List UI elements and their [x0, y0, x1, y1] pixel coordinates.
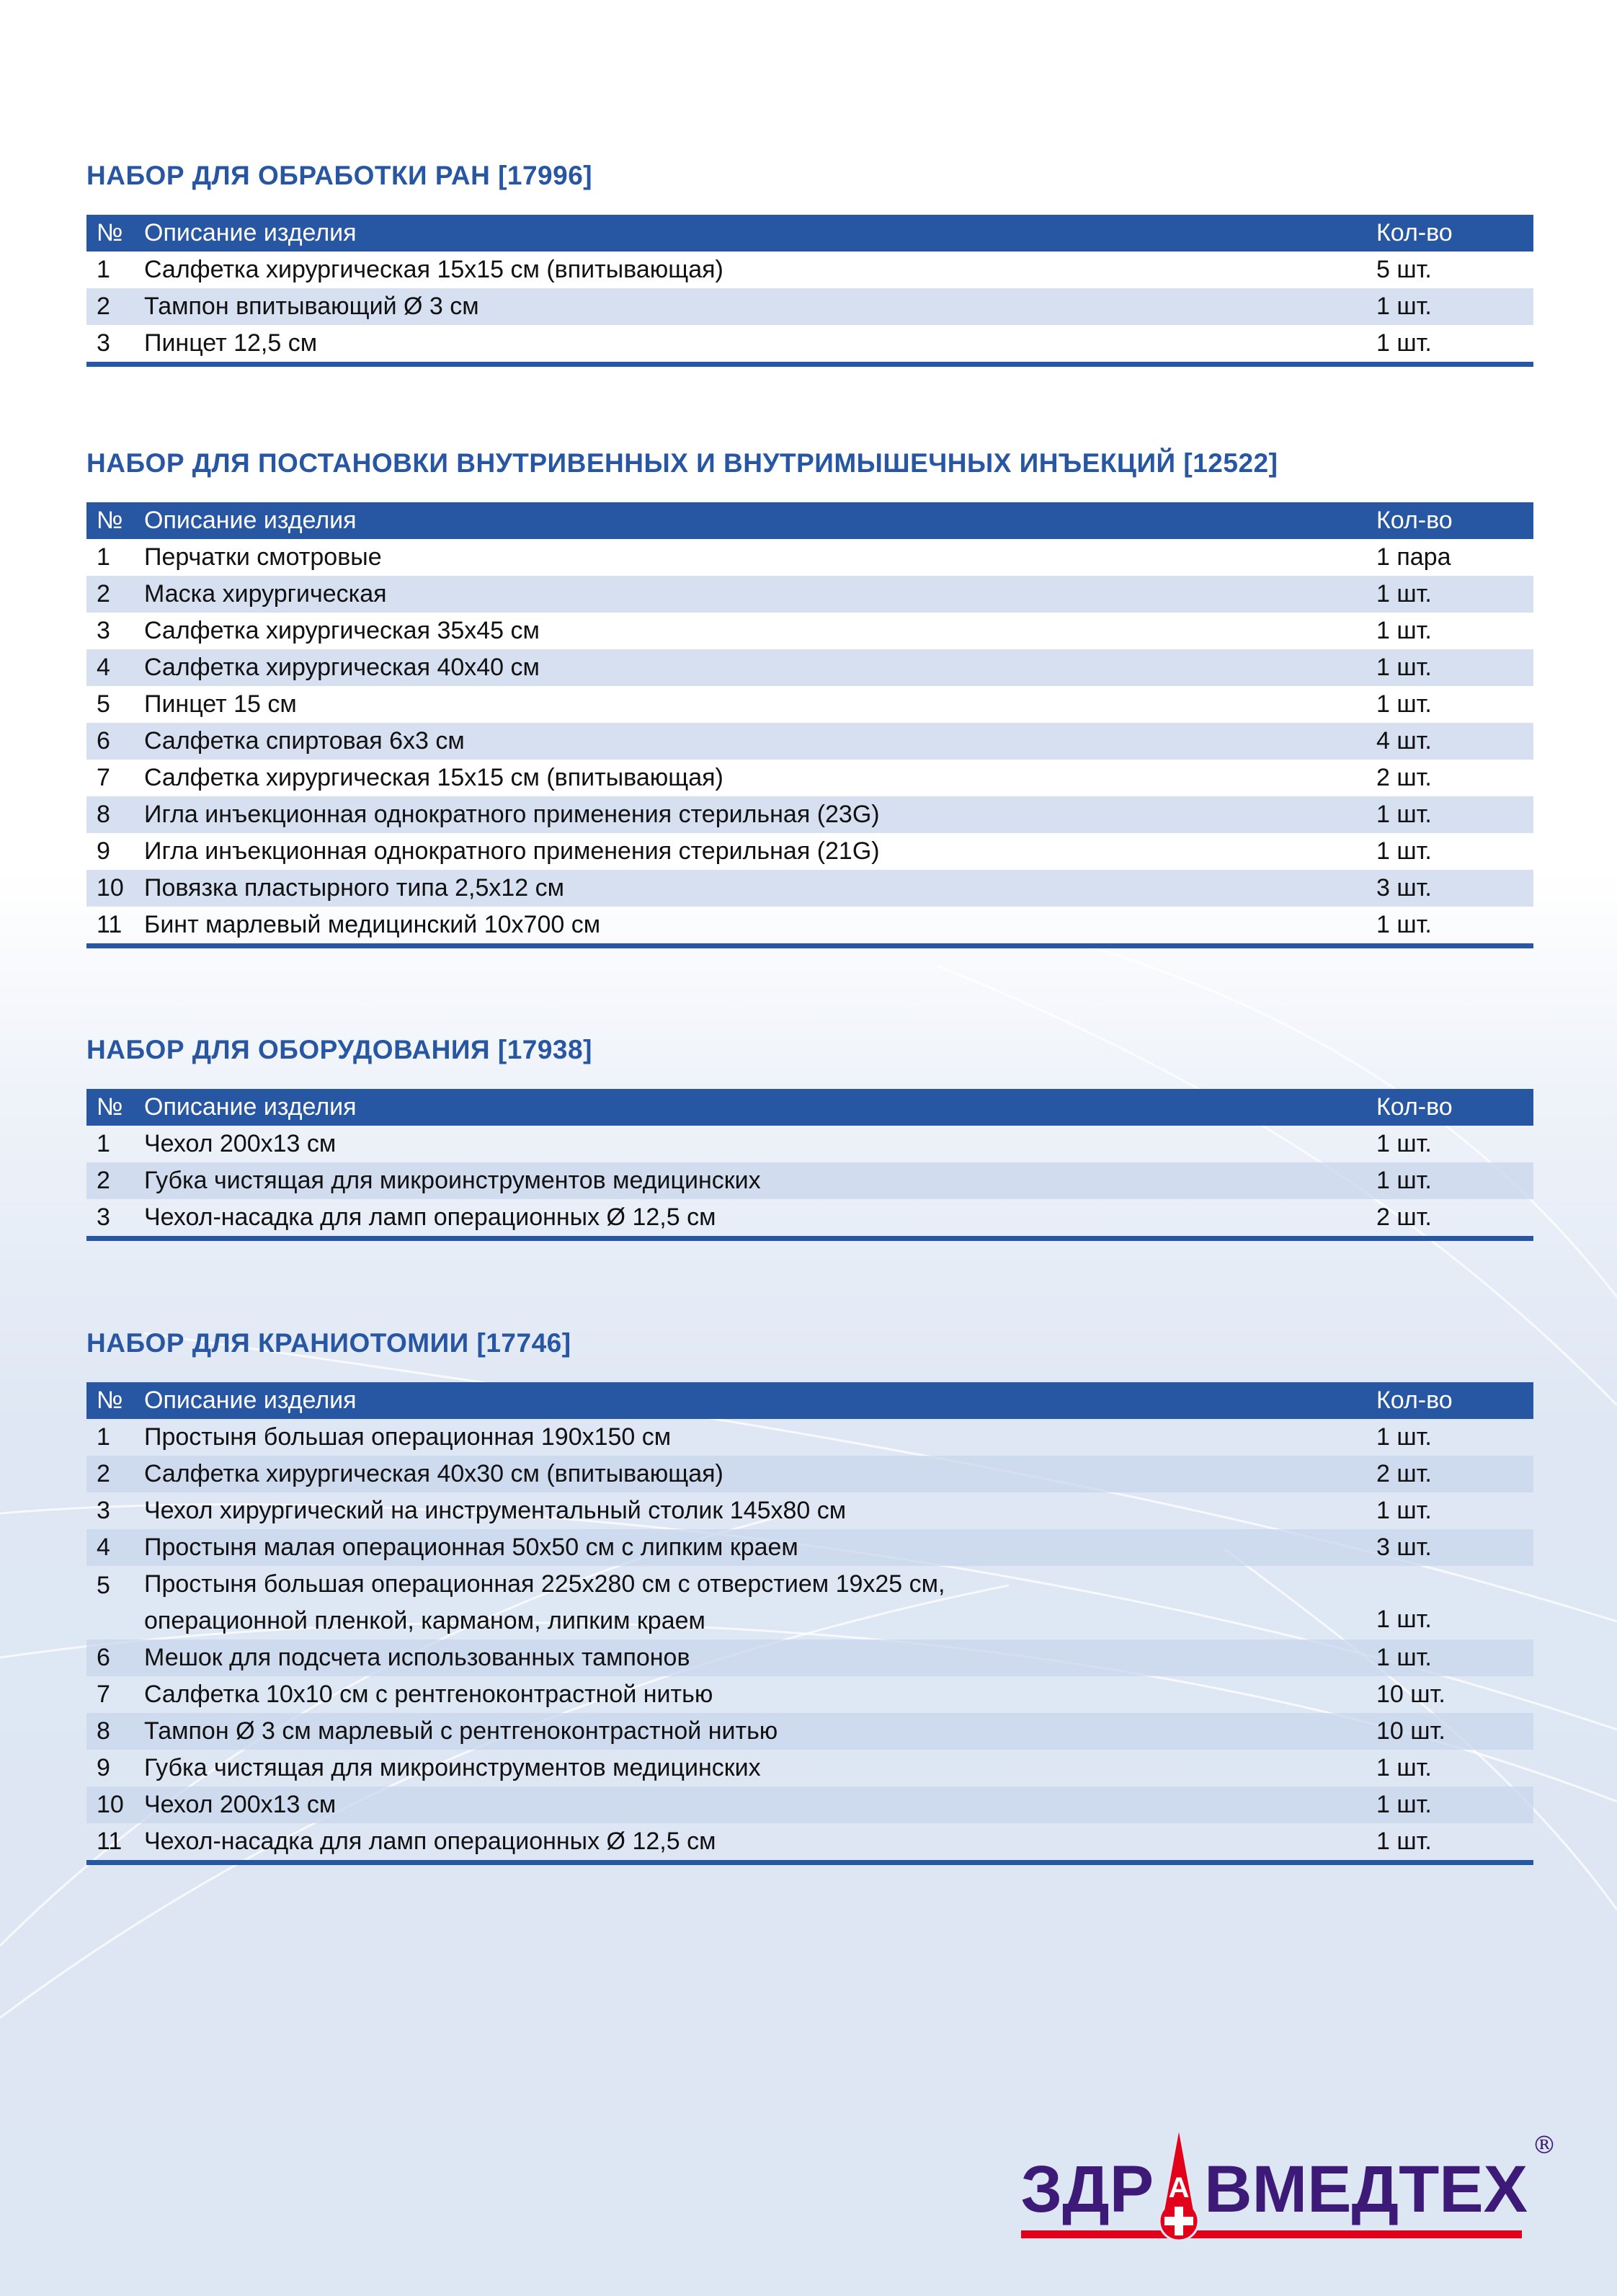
row-description: Салфетка хирургическая 40х40 см	[144, 654, 540, 681]
row-num: 2	[97, 1167, 110, 1194]
table-row	[86, 723, 1533, 760]
row-quantity: 1 шт.	[1376, 293, 1432, 320]
table-row	[86, 325, 1533, 362]
header-description: Описание изделия	[144, 1093, 357, 1121]
section-wound-care-kit	[86, 157, 1533, 367]
section-title: НАБОР ДЛЯ КРАНИОТОМИИ [17746]	[86, 1328, 571, 1358]
row-quantity	[1376, 1566, 1533, 1639]
row-description	[144, 1566, 1376, 1639]
row-num: 10	[97, 1791, 124, 1818]
section-craniotomy-kit	[86, 1325, 1533, 1865]
row-num: 10	[97, 874, 124, 902]
items-table	[86, 502, 1533, 948]
row-quantity: 1 пара	[1376, 543, 1451, 571]
table-row	[86, 686, 1533, 723]
row-description-line1: Простыня большая операционная 225х280 см с отверстием 19х25 см,	[144, 1570, 945, 1598]
row-num: 4	[97, 1534, 110, 1561]
row-description: Салфетка хирургическая 15х15 см (впитывающая)	[144, 256, 723, 283]
row-description: Губка чистящая для микроинструментов медицинских	[144, 1167, 761, 1194]
logo-text-right: ВМЕДТЕХ	[1204, 2153, 1528, 2226]
row-quantity: 1 шт.	[1376, 911, 1432, 938]
table-row	[86, 1750, 1533, 1786]
row-description: Салфетка хирургическая 35х45 см	[144, 617, 540, 644]
table-row	[86, 649, 1533, 686]
row-num: 1	[97, 543, 110, 571]
logo-drop	[1157, 2126, 1201, 2248]
row-description: Салфетка спиртовая 6х3 см	[144, 727, 465, 755]
logo-drop-letter: А	[1168, 2172, 1190, 2204]
row-num: 1	[97, 1423, 110, 1451]
table-bottom-rule	[86, 1860, 1533, 1865]
table-row	[86, 796, 1533, 833]
row-num: 8	[97, 1717, 110, 1745]
row-num: 9	[97, 837, 110, 865]
table-row	[86, 907, 1533, 943]
table-row	[86, 288, 1533, 325]
row-num: 7	[97, 764, 110, 791]
row-description: Чехол 200х13 см	[144, 1130, 337, 1157]
table-bottom-rule	[86, 362, 1533, 367]
row-num: 2	[97, 580, 110, 608]
row-quantity: 1 шт.	[1376, 1828, 1432, 1855]
row-quantity: 1 шт.	[1376, 801, 1432, 828]
row-description: Чехол-насадка для ламп операционных Ø 12,5 см	[144, 1828, 716, 1855]
row-quantity: 1 шт.	[1376, 580, 1432, 608]
row-quantity: 1 шт.	[1376, 329, 1432, 357]
header-num: №	[97, 507, 123, 534]
brand-logo	[1021, 2126, 1556, 2256]
row-num: 6	[97, 1644, 110, 1671]
row-description: Пинцет 15 см	[144, 690, 297, 718]
row-quantity: 2 шт.	[1376, 764, 1432, 791]
row-quantity: 1 шт.	[1376, 1497, 1432, 1524]
row-quantity: 1 шт.	[1376, 654, 1432, 681]
section-title: НАБОР ДЛЯ ОБРАБОТКИ РАН [17996]	[86, 161, 593, 190]
row-quantity: 10 шт.	[1376, 1681, 1446, 1708]
table-row	[86, 252, 1533, 288]
header-num: №	[97, 1387, 123, 1414]
table-header	[86, 502, 1533, 539]
row-num: 6	[97, 727, 110, 755]
header-num: №	[97, 219, 123, 246]
table-row	[86, 1456, 1533, 1492]
section-equipment-kit	[86, 1031, 1533, 1241]
table-row	[86, 1676, 1533, 1713]
row-num: 3	[97, 329, 110, 357]
table-row	[86, 1126, 1533, 1162]
header-quantity: Кол-во	[1376, 219, 1453, 246]
table-row	[86, 1639, 1533, 1676]
table-row	[86, 870, 1533, 907]
row-description: Простыня малая операционная 50х50 см с липким краем	[144, 1534, 798, 1561]
row-quantity: 5 шт.	[1376, 256, 1432, 283]
table-row	[86, 1162, 1533, 1199]
header-quantity: Кол-во	[1376, 1093, 1453, 1121]
logo-text-left: ЗДР	[1020, 2153, 1154, 2226]
row-num: 3	[97, 1203, 110, 1231]
table-row	[86, 760, 1533, 796]
row-num: 11	[97, 1828, 122, 1855]
row-description: Губка чистящая для микроинструментов медицинских	[144, 1754, 761, 1781]
row-description: Маска хирургическая	[144, 580, 387, 608]
row-num: 1	[97, 256, 110, 283]
table-row	[86, 1566, 1533, 1639]
header-description: Описание изделия	[144, 1387, 357, 1414]
row-num: 5	[97, 1572, 110, 1599]
row-quantity: 1 шт.	[1376, 1130, 1432, 1157]
table-row	[86, 1786, 1533, 1823]
registered-trademark-icon: ®	[1532, 2131, 1556, 2160]
row-description: Салфетка 10х10 см с рентгеноконтрастной нитью	[144, 1681, 713, 1708]
row-description: Игла инъекционная однократного применения стерильная (23G)	[144, 801, 880, 828]
row-num: 3	[97, 1497, 110, 1524]
row-num: 3	[97, 617, 110, 644]
table-header	[86, 1089, 1533, 1126]
row-description-line2: операционной пленкой, карманом, липким краем	[144, 1607, 705, 1634]
row-description: Мешок для подсчета использованных тампонов	[144, 1644, 690, 1671]
row-quantity: 3 шт.	[1376, 874, 1432, 902]
row-description: Бинт марлевый медицинский 10х700 см	[144, 911, 601, 938]
row-num: 5	[97, 690, 110, 718]
header-quantity: Кол-во	[1376, 507, 1453, 534]
row-description: Простыня большая операционная 190х150 см	[144, 1423, 672, 1451]
row-num: 2	[97, 1460, 110, 1487]
table-row	[86, 1823, 1533, 1860]
items-table	[86, 215, 1533, 367]
row-description: Тампон Ø 3 см марлевый с рентгеноконтрастной нитью	[144, 1717, 778, 1745]
row-description: Тампон впитывающий Ø 3 см	[144, 293, 479, 320]
row-num: 7	[97, 1681, 110, 1708]
section-title: НАБОР ДЛЯ ПОСТАНОВКИ ВНУТРИВЕННЫХ И ВНУТРИМЫШЕЧНЫХ ИНЪЕКЦИЙ [12522]	[86, 448, 1278, 478]
header-quantity: Кол-во	[1376, 1387, 1453, 1414]
row-description: Чехол 200х13 см	[144, 1791, 337, 1818]
row-quantity: 1 шт.	[1376, 837, 1432, 865]
row-quantity: 3 шт.	[1376, 1534, 1432, 1561]
row-quantity: 1 шт.	[1376, 617, 1432, 644]
header-description: Описание изделия	[144, 507, 357, 534]
row-description: Повязка пластырного типа 2,5х12 см	[144, 874, 565, 902]
row-num: 9	[97, 1754, 110, 1781]
row-description: Чехол-насадка для ламп операционных Ø 12,5 см	[144, 1203, 716, 1231]
logo-wordmark	[1020, 2153, 1528, 2248]
row-num: 11	[97, 911, 122, 938]
row-quantity: 1 шт.	[1376, 1791, 1432, 1818]
table-bottom-rule	[86, 943, 1533, 948]
header-description: Описание изделия	[144, 219, 357, 246]
row-num: 4	[97, 654, 110, 681]
row-quantity: 1 шт.	[1376, 1754, 1432, 1781]
section-title: НАБОР ДЛЯ ОБОРУДОВАНИЯ [17938]	[86, 1035, 592, 1064]
table-row	[86, 539, 1533, 576]
row-quantity: 1 шт.	[1376, 690, 1432, 718]
row-description: Пинцет 12,5 см	[144, 329, 318, 357]
table-row	[86, 576, 1533, 613]
row-num: 2	[97, 293, 110, 320]
table-bottom-rule	[86, 1236, 1533, 1241]
row-quantity: 2 шт.	[1376, 1203, 1432, 1231]
row-quantity: 2 шт.	[1376, 1460, 1432, 1487]
items-table	[86, 1382, 1533, 1865]
row-description: Салфетка хирургическая 40х30 см (впитывающая)	[144, 1460, 723, 1487]
row-quantity: 1 шт.	[1376, 1423, 1432, 1451]
table-row	[86, 1492, 1533, 1529]
table-header	[86, 215, 1533, 252]
header-num: №	[97, 1093, 123, 1121]
table-row	[86, 833, 1533, 870]
row-description: Перчатки смотровые	[144, 543, 382, 571]
row-quantity: 1 шт.	[1376, 1167, 1432, 1194]
row-description: Чехол хирургический на инструментальный столик 145х80 см	[144, 1497, 847, 1524]
items-table	[86, 1089, 1533, 1241]
logo-row	[1021, 2126, 1556, 2248]
row-quantity: 4 шт.	[1376, 727, 1432, 755]
row-quantity-value: 1 шт.	[1376, 1606, 1432, 1633]
row-description: Игла инъекционная однократного применения стерильная (21G)	[144, 837, 880, 865]
row-quantity: 10 шт.	[1376, 1717, 1446, 1745]
row-description: Салфетка хирургическая 15х15 см (впитывающая)	[144, 764, 723, 791]
table-row	[86, 1713, 1533, 1750]
table-row	[86, 1199, 1533, 1236]
section-injection-kit	[86, 445, 1533, 948]
row-quantity: 1 шт.	[1376, 1644, 1432, 1671]
row-num: 1	[97, 1130, 110, 1157]
table-row	[86, 613, 1533, 649]
table-row	[86, 1529, 1533, 1566]
row-num: 8	[97, 801, 110, 828]
table-header	[86, 1382, 1533, 1419]
table-row	[86, 1419, 1533, 1456]
